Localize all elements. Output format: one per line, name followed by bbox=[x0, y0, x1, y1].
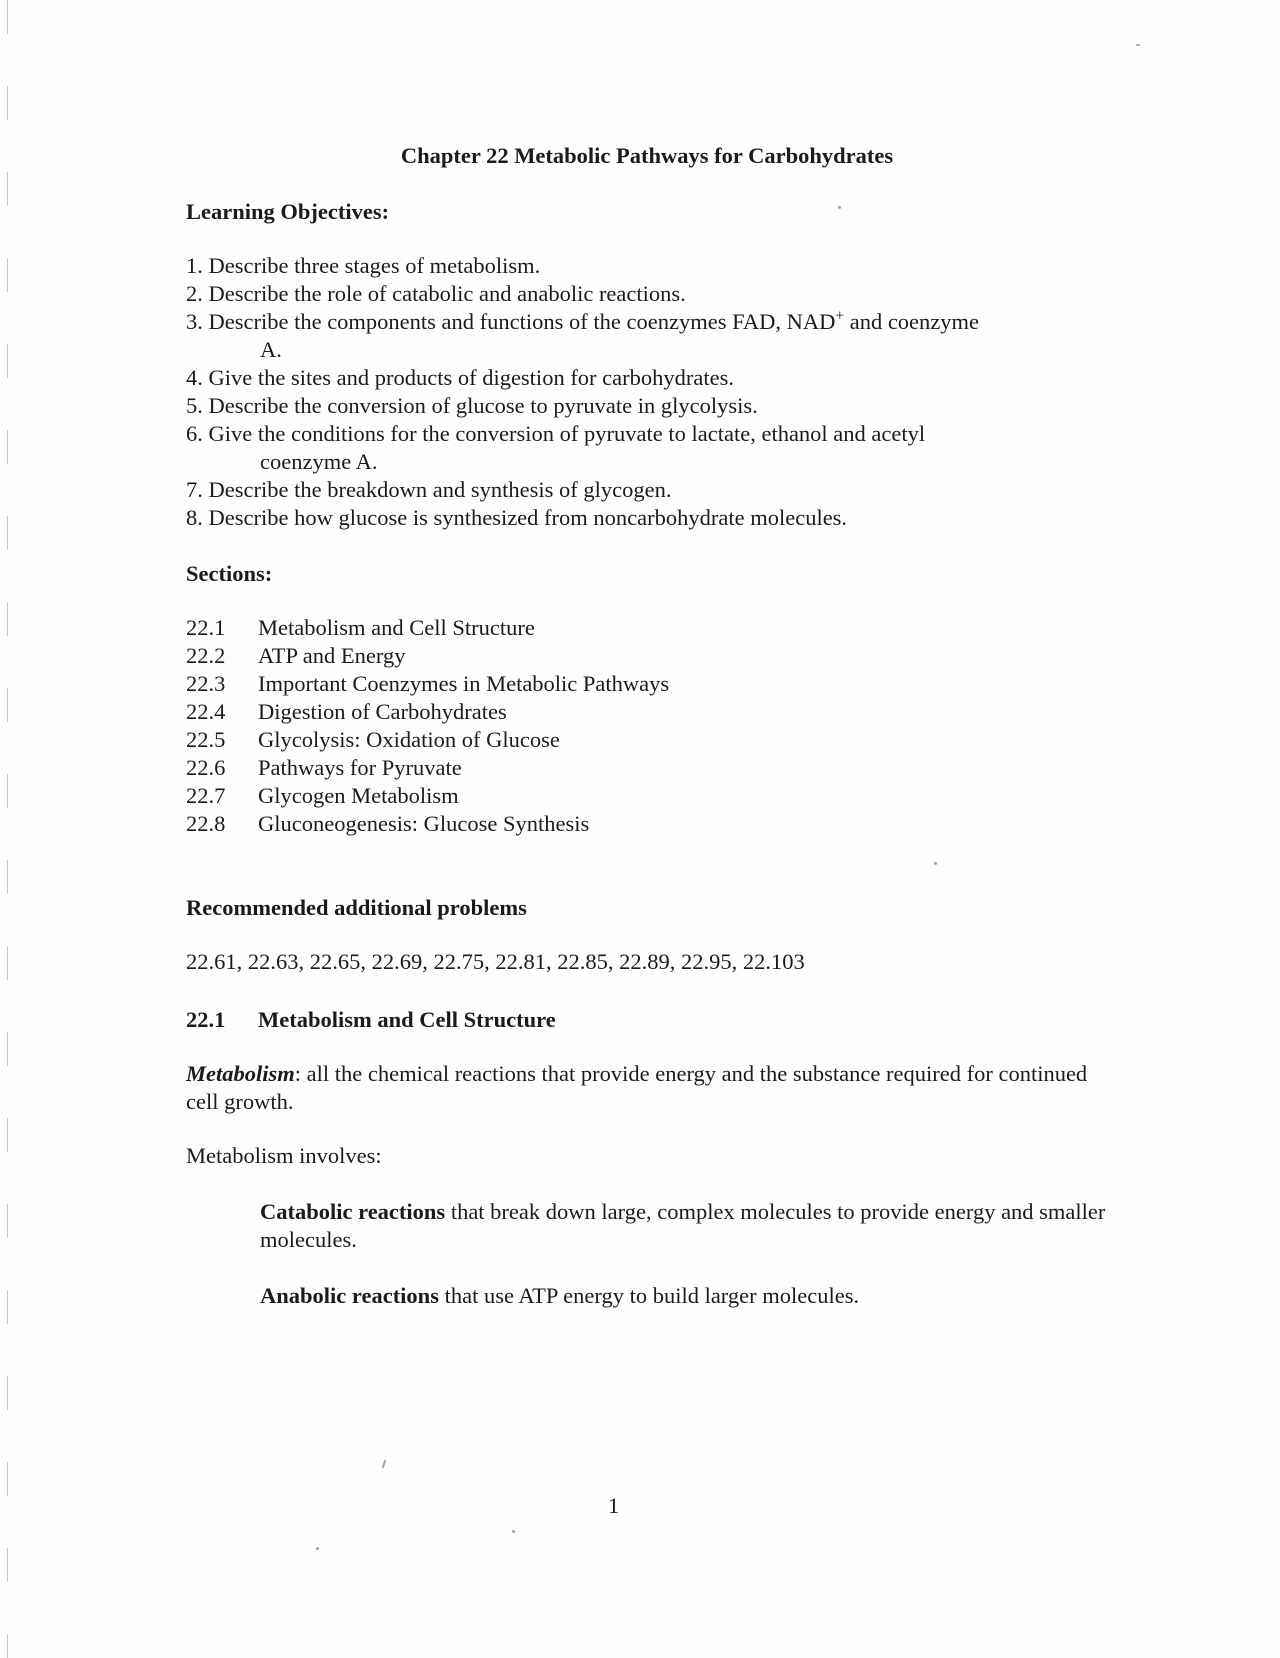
objective-item: 7. Describe the breakdown and synthesis of glycogen. bbox=[186, 477, 672, 502]
section-number: 22.4 bbox=[186, 699, 226, 724]
objective-item-text: 3. Describe the components and functions of the coenzymes FAD, NAD bbox=[186, 309, 836, 334]
page-title: Chapter 22 Metabolic Pathways for Carbohydrates bbox=[400, 143, 894, 168]
scan-speck bbox=[1136, 44, 1140, 46]
objective-item bbox=[186, 420, 1108, 476]
section-row bbox=[186, 810, 1108, 838]
metabolism-definition-text: : all the chemical reactions that provide energy and the substance required for continued cell growth. bbox=[186, 1061, 1088, 1114]
superscript-plus: + bbox=[835, 307, 845, 325]
section-number: 22.1 bbox=[186, 1007, 226, 1032]
anabolic-reactions-paragraph bbox=[260, 1282, 1108, 1310]
section-title: Gluconeogenesis: Glucose Synthesis bbox=[258, 811, 590, 836]
section-number: 22.2 bbox=[186, 643, 226, 668]
section-title: Important Coenzymes in Metabolic Pathways bbox=[258, 671, 670, 696]
sections-heading: Sections: bbox=[186, 561, 273, 586]
scan-speck bbox=[382, 1460, 387, 1468]
objective-item-text: and coenzyme bbox=[844, 309, 980, 334]
anabolic-reactions-term: Anabolic reactions bbox=[260, 1283, 439, 1308]
section-number: 22.6 bbox=[186, 755, 226, 780]
section-title: Digestion of Carbohydrates bbox=[258, 699, 507, 724]
metabolism-involves-line: Metabolism involves: bbox=[186, 1143, 382, 1168]
objective-item-continuation: A. bbox=[260, 337, 282, 362]
sections-list bbox=[186, 614, 1108, 838]
section-number: 22.8 bbox=[186, 811, 226, 836]
objective-item-text: 6. Give the conditions for the conversion of pyruvate to lactate, ethanol and acetyl bbox=[186, 421, 926, 446]
section-title: Pathways for Pyruvate bbox=[258, 755, 462, 780]
section-row bbox=[186, 754, 1108, 782]
recommended-problems-heading: Recommended additional problems bbox=[186, 895, 527, 920]
section-row bbox=[186, 698, 1108, 726]
metabolism-term: Metabolism bbox=[186, 1061, 295, 1086]
scan-artifact-line bbox=[7, 0, 8, 1658]
section-row bbox=[186, 782, 1108, 810]
scan-speck bbox=[316, 1547, 319, 1550]
anabolic-reactions-text: that use ATP energy to build larger molecules. bbox=[438, 1283, 860, 1308]
objective-item: 8. Describe how glucose is synthesized from noncarbohydrate molecules. bbox=[186, 505, 848, 530]
section-number: 22.3 bbox=[186, 671, 226, 696]
catabolic-reactions-paragraph bbox=[260, 1198, 1108, 1254]
objective-item-continuation: coenzyme A. bbox=[260, 449, 378, 474]
section-row bbox=[186, 670, 1108, 698]
objective-item: 2. Describe the role of catabolic and anabolic reactions. bbox=[186, 281, 686, 306]
catabolic-reactions-text: that break down large, complex molecules to provide energy and smaller molecules. bbox=[260, 1199, 1106, 1252]
objective-item: 4. Give the sites and products of digestion for carbohydrates. bbox=[186, 365, 734, 390]
section-number: 22.5 bbox=[186, 727, 226, 752]
catabolic-reactions-term: Catabolic reactions bbox=[260, 1199, 446, 1224]
section-title: Metabolism and Cell Structure bbox=[258, 615, 535, 640]
section-221-heading bbox=[186, 1006, 1108, 1034]
objective-item: 5. Describe the conversion of glucose to pyruvate in glycolysis. bbox=[186, 393, 758, 418]
section-row bbox=[186, 614, 1108, 642]
scan-speck bbox=[934, 862, 937, 865]
recommended-problems-list: 22.61, 22.63, 22.65, 22.69, 22.75, 22.81, 22.85, 22.89, 22.95, 22.103 bbox=[186, 949, 805, 974]
section-title: Glycolysis: Oxidation of Glucose bbox=[258, 727, 560, 752]
learning-objectives-heading: Learning Objectives: bbox=[186, 199, 390, 224]
section-row bbox=[186, 726, 1108, 754]
objective-item bbox=[186, 308, 1108, 364]
scan-speck bbox=[512, 1530, 515, 1533]
page-number: 1 bbox=[608, 1493, 620, 1518]
section-title: Glycogen Metabolism bbox=[258, 783, 459, 808]
objective-item: 1. Describe three stages of metabolism. bbox=[186, 253, 541, 278]
learning-objectives-list bbox=[186, 252, 1108, 532]
section-title: Metabolism and Cell Structure bbox=[258, 1007, 556, 1032]
section-row bbox=[186, 642, 1108, 670]
section-number: 22.7 bbox=[186, 783, 226, 808]
metabolism-definition bbox=[186, 1060, 1108, 1116]
scan-speck bbox=[838, 206, 841, 209]
section-number: 22.1 bbox=[186, 615, 226, 640]
section-title: ATP and Energy bbox=[258, 643, 406, 668]
